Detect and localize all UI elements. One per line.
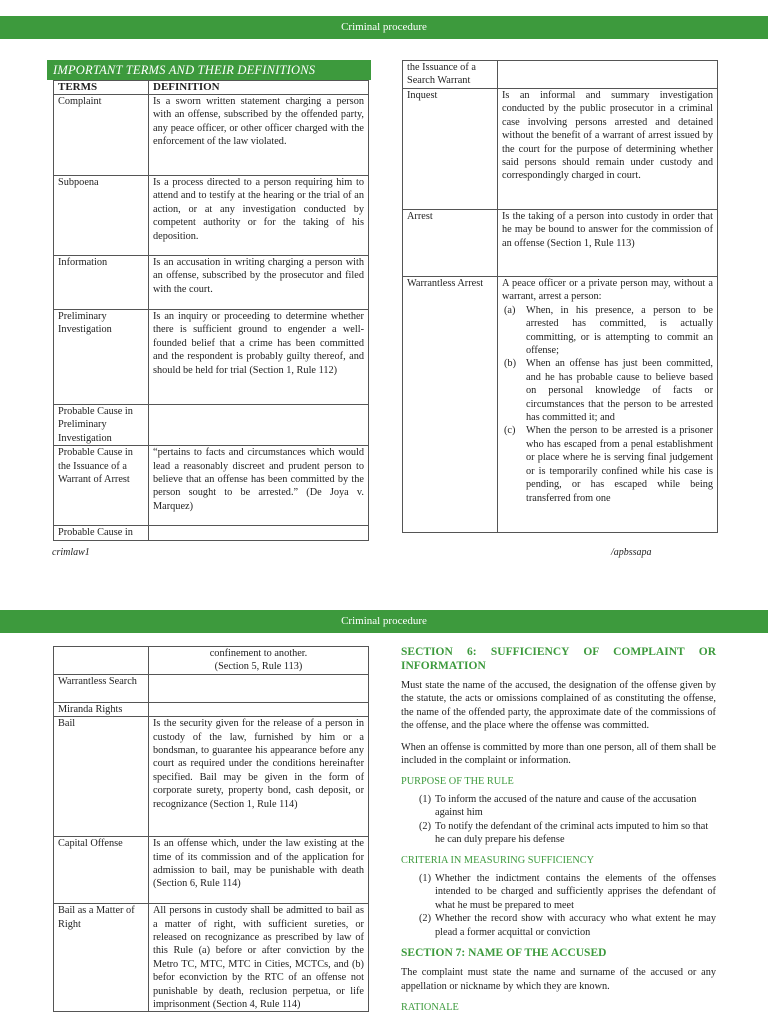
section6-title: SECTION 6: SUFFICIENCY OF COMPLAINT OR INFORMATION — [401, 646, 716, 672]
terms-table-right — [402, 60, 718, 533]
footer-left: crimlaw1 — [52, 547, 90, 558]
definition-cell — [149, 702, 369, 716]
list-marker: (a) — [504, 304, 516, 316]
term-cell: Inquest — [403, 89, 498, 210]
list-marker: (c) — [504, 425, 516, 437]
term-cell — [54, 647, 149, 675]
table-row — [54, 310, 369, 405]
warrantless-intro: A peace officer or a private person may, without a warrant, arrest a person: — [502, 278, 713, 303]
table-header-row — [54, 81, 369, 95]
table-row — [54, 674, 369, 702]
purpose-title: PURPOSE OF THE RULE — [401, 776, 514, 788]
definition-cell — [149, 647, 369, 675]
purpose-list — [419, 793, 716, 847]
terms-table-left — [53, 80, 369, 541]
term-cell: Probable Cause in — [54, 526, 149, 541]
table-row — [54, 647, 369, 675]
list-marker: (b) — [504, 358, 517, 370]
list-text: When, in his presence, a person to be arrested has committed, is actually committing, or is attempting to commit an offense; — [526, 304, 713, 357]
table-row — [54, 526, 369, 541]
rationale-title: RATIONALE — [401, 1002, 459, 1014]
definition-cell: Is an informal and summary investigation conducted by the public prosecutor in a criminal case involving persons arrested and detained without the benefit of a warrant of arrest issued by the court for the purpose of determining whether said persons should remain under custody and correspondingly charged in court. — [498, 89, 718, 210]
col-definition: DEFINITION — [149, 81, 369, 95]
term-cell: Probable Cause in Preliminary Investigation — [54, 405, 149, 446]
list-text: Whether the indictment contains the elements of the offenses intended to be charged and sufficiently apprises the defendant of what he must be prepared to meet — [435, 872, 716, 911]
term-cell: Complaint — [54, 95, 149, 176]
definition-cell: All persons in custody shall be admitted to bail as a matter of right, with sufficient sureties, or released on recognizance as prescribed by law of this Rule (a) before or after conviction by the Metro TC, MTC, MTC in Cities, MCTCs, and (b) befor econviction by the RTC of an offense not punishable by death, reclusion perpetua, or life imprisonment (Section 4, Rule 114) — [149, 904, 369, 1012]
list-item — [419, 872, 716, 912]
definition-cell — [149, 405, 369, 446]
table-row — [54, 837, 369, 904]
terms-table-continued — [53, 646, 369, 1012]
definition-cell: Is an offense which, under the law existing at the time of its commission and of the application for admission to bail, may be punishable with death (Section 6, Rule 114) — [149, 837, 369, 904]
table-row — [54, 904, 369, 1012]
definition-cell: Is a sworn written statement charging a person with an offense, subscribed by the offended party, any peace officer, or other officer charged with the enforcement of the law violated. — [149, 95, 369, 176]
page-header-bar — [0, 16, 768, 39]
definition-cell — [149, 674, 369, 702]
list-item — [419, 793, 716, 820]
section-heading: IMPORTANT TERMS AND THEIR DEFINITIONS — [47, 60, 371, 80]
list-item — [504, 357, 713, 424]
table-row — [54, 95, 369, 176]
definition-cell: Is the security given for the release of a person in custody of the law, furnished by him or a bondsman, to guarantee his appearance before any court as required under the conditions hereinafter specified. Bail may be given in the form of corporate surety, property bond, cash deposit, or recognizance (Section 1, Rule 114) — [149, 717, 369, 837]
term-cell: Bail as a Matter of Right — [54, 904, 149, 1012]
table-row — [54, 256, 369, 310]
term-cell: Preliminary Investigation — [54, 310, 149, 405]
term-cell: Warrantless Search — [54, 674, 149, 702]
table-row — [403, 89, 718, 210]
table-row — [54, 717, 369, 837]
list-text: When the person to be arrested is a prisoner who has escaped from a penal establishment or place where he is serving final judgement or is temporarily confined while his case is pending, or has escaped while being transferred from one — [526, 425, 713, 504]
table-row — [403, 61, 718, 89]
term-cell: Miranda Rights — [54, 702, 149, 716]
definition-cell: Is an inquiry or proceeding to determine whether there is sufficient ground to engender a well-founded belief that a crime has been committed and the respondent is probably guilty thereof, and should be held for trial (Section 1, Rule 112) — [149, 310, 369, 405]
criteria-list — [419, 872, 716, 939]
col-terms: TERMS — [54, 81, 149, 95]
list-marker: (2) — [419, 820, 432, 832]
table-row — [54, 405, 369, 446]
definition-line: (Section 5, Rule 113) — [214, 661, 303, 673]
list-text: When an offense has just been committed, and he has probable cause to believe based on personal knowledge of facts or circumstances that the person to be arrested has committed it; and — [526, 358, 713, 424]
term-cell: Warrantless Arrest — [403, 277, 498, 533]
section7-title: SECTION 7: NAME OF THE ACCUSED — [401, 946, 607, 959]
table-row — [54, 702, 369, 716]
header-title: Criminal procedure — [341, 21, 427, 33]
list-item — [419, 912, 716, 939]
list-marker: (1) — [419, 872, 432, 884]
definition-cell — [498, 277, 718, 533]
list-item — [504, 424, 713, 504]
section-text-column — [401, 646, 716, 1019]
page-gap — [0, 564, 768, 608]
term-cell: the Issuance of a Search Warrant — [403, 61, 498, 89]
definition-cell — [498, 61, 718, 89]
term-cell: Subpoena — [54, 176, 149, 256]
section6-para2: When an offense is committed by more than one person, all of them shall be included in the complaint or information. — [401, 741, 716, 767]
term-cell: Capital Offense — [54, 837, 149, 904]
table-row — [54, 446, 369, 526]
list-text: To notify the defendant of the criminal acts imputed to him so that he can duly prepare his defense — [435, 820, 709, 846]
term-cell: Probable Cause in the Issuance of a Warrant of Arrest — [54, 446, 149, 526]
definition-cell: Is a process directed to a person requiring him to attend and to testify at the hearing or the trial of an action, or at any investigation conducted by competent authority or for the taking of his deposition. — [149, 176, 369, 256]
criteria-title: CRITERIA IN MEASURING SUFFICIENCY — [401, 855, 595, 867]
list-marker: (1) — [419, 793, 432, 805]
list-text: Whether the record show with accuracy who what extent he may plead a former acquittal or conviction — [435, 913, 716, 938]
page-header-bar — [0, 610, 768, 633]
term-cell: Bail — [54, 717, 149, 837]
table-row — [54, 176, 369, 256]
definition-cell — [149, 526, 369, 541]
list-item — [504, 304, 713, 358]
list-marker: (2) — [419, 913, 432, 925]
table-row — [403, 210, 718, 277]
section6-para1: Must state the name of the accused, the designation of the offense given by the statute, the acts or omissions complained of as constituting the offense, the name of the offended party, the approximate date of the commissions of the offense, and the place where the offense was committed. — [401, 680, 716, 732]
definition-line: confinement to another. — [209, 648, 308, 659]
definition-cell: “pertains to facts and circumstances which would lead a reasonably discreet and prudent person to believe that an offense has been committed by the person sought to be arrested.” (De Joya v. Marquez) — [149, 446, 369, 526]
footer-right: /apbssapa — [611, 547, 652, 558]
table-row — [403, 277, 718, 533]
list-text: To inform the accused of the nature and cause of the accusation against him — [435, 793, 697, 819]
header-title: Criminal procedure — [341, 615, 427, 627]
term-cell: Arrest — [403, 210, 498, 277]
term-cell: Information — [54, 256, 149, 310]
list-item — [419, 820, 716, 847]
definition-cell: Is the taking of a person into custody in order that he may be bound to answer for the commission of an offense (Section 1, Rule 113) — [498, 210, 718, 277]
definition-cell: Is an accusation in writing charging a person with an offense, subscribed by the prosecutor and filed with the court. — [149, 256, 369, 310]
section7-para1: The complaint must state the name and surname of the accused or any appellation or nickname by which they are known. — [401, 967, 716, 992]
warrantless-list — [504, 304, 713, 505]
